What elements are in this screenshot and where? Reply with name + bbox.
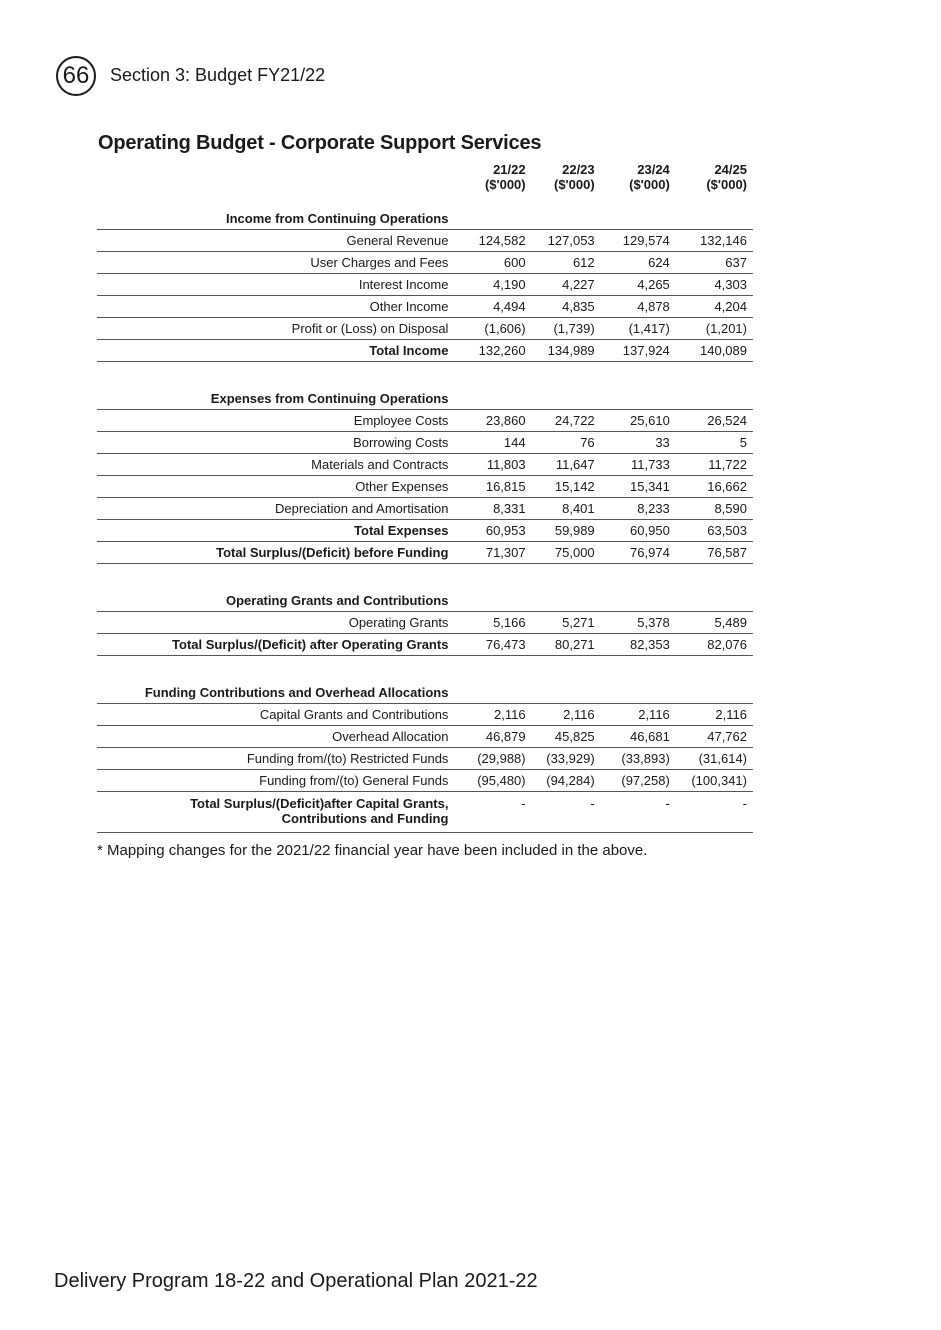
row-value <box>532 380 601 410</box>
row-value: 11,722 <box>676 454 753 476</box>
row-value: (1,606) <box>454 318 531 340</box>
row-value: 129,574 <box>601 230 676 252</box>
row-value <box>676 380 753 410</box>
table-row <box>97 274 753 296</box>
row-label: Materials and Contracts <box>97 454 454 476</box>
row-value: 5,489 <box>676 612 753 634</box>
page-title: Operating Budget - Corporate Support Services <box>98 132 542 154</box>
table-row <box>97 726 753 748</box>
row-value: 8,331 <box>454 498 531 520</box>
row-value: 47,762 <box>676 726 753 748</box>
row-label: Income from Continuing Operations <box>97 200 454 230</box>
column-header-2122: 21/22 ($'000) <box>484 162 526 192</box>
row-value: - <box>601 792 676 833</box>
row-value: 8,233 <box>601 498 676 520</box>
table-row <box>97 454 753 476</box>
row-value: 8,590 <box>676 498 753 520</box>
row-value: 4,204 <box>676 296 753 318</box>
row-label: Funding from/(to) General Funds <box>97 770 454 792</box>
row-label: Total Surplus/(Deficit) after Operating Grants <box>97 634 454 656</box>
row-label: Total Surplus/(Deficit) before Funding <box>97 542 454 564</box>
table-header-row <box>97 160 753 200</box>
spacer-row <box>97 656 753 675</box>
row-value: 15,142 <box>532 476 601 498</box>
row-value: 4,303 <box>676 274 753 296</box>
row-value <box>676 674 753 704</box>
row-value: 82,353 <box>601 634 676 656</box>
table-row <box>97 612 753 634</box>
spacer-row <box>97 564 753 583</box>
section-label: Section 3: Budget FY21/22 <box>110 65 326 85</box>
row-value: 71,307 <box>454 542 531 564</box>
row-label: Borrowing Costs <box>97 432 454 454</box>
row-value: 45,825 <box>532 726 601 748</box>
table-row <box>97 498 753 520</box>
footer-title: Delivery Program 18-22 and Operational Plan 2021-22 <box>54 1270 538 1292</box>
row-value: 2,116 <box>454 704 531 726</box>
row-value: 23,860 <box>454 410 531 432</box>
row-value: (97,258) <box>601 770 676 792</box>
row-value: 11,647 <box>532 454 601 476</box>
row-value: - <box>676 792 753 833</box>
row-label: Employee Costs <box>97 410 454 432</box>
row-value: (1,201) <box>676 318 753 340</box>
footnote: * Mapping changes for the 2021/22 financial year have been included in the above. <box>97 842 648 859</box>
row-label: Expenses from Continuing Operations <box>97 380 454 410</box>
row-value: 80,271 <box>532 634 601 656</box>
row-value: 2,116 <box>532 704 601 726</box>
section-heading-funding <box>97 674 753 704</box>
table-row <box>97 476 753 498</box>
section-heading-income <box>97 200 753 230</box>
row-label: User Charges and Fees <box>97 252 454 274</box>
row-value: (33,893) <box>601 748 676 770</box>
row-label: Funding from/(to) Restricted Funds <box>97 748 454 770</box>
spacer-row <box>97 362 753 381</box>
row-label: Operating Grants <box>97 612 454 634</box>
row-value <box>532 674 601 704</box>
row-value <box>601 582 676 612</box>
row-value: 5 <box>676 432 753 454</box>
row-value: 33 <box>601 432 676 454</box>
row-value: 132,260 <box>454 340 531 362</box>
table-row <box>97 318 753 340</box>
row-value: 60,950 <box>601 520 676 542</box>
surplus-after-grants-row <box>97 634 753 656</box>
row-value: 46,879 <box>454 726 531 748</box>
table-row <box>97 704 753 726</box>
row-value: (33,929) <box>532 748 601 770</box>
row-label: Total Income <box>97 340 454 362</box>
row-value <box>676 200 753 230</box>
row-value: 4,835 <box>532 296 601 318</box>
row-value: 11,733 <box>601 454 676 476</box>
page-number: 66 <box>56 56 96 96</box>
row-value <box>601 674 676 704</box>
row-value <box>601 200 676 230</box>
row-value: 76 <box>532 432 601 454</box>
row-label: Profit or (Loss) on Disposal <box>97 318 454 340</box>
row-value: 60,953 <box>454 520 531 542</box>
table-row <box>97 432 753 454</box>
row-value: 140,089 <box>676 340 753 362</box>
label-column-header <box>97 160 454 200</box>
row-label: Depreciation and Amortisation <box>97 498 454 520</box>
row-value: 11,803 <box>454 454 531 476</box>
row-value: (95,480) <box>454 770 531 792</box>
row-value: 76,974 <box>601 542 676 564</box>
column-header-2223: 22/23 ($'000) <box>553 162 595 192</box>
row-value: 8,401 <box>532 498 601 520</box>
row-value: 15,341 <box>601 476 676 498</box>
row-value: 600 <box>454 252 531 274</box>
table-row <box>97 410 753 432</box>
row-value: 82,076 <box>676 634 753 656</box>
row-value: 46,681 <box>601 726 676 748</box>
row-value <box>532 582 601 612</box>
row-value: (29,988) <box>454 748 531 770</box>
row-value: (31,614) <box>676 748 753 770</box>
row-value: 5,271 <box>532 612 601 634</box>
row-value: 2,116 <box>601 704 676 726</box>
row-value <box>454 380 531 410</box>
row-value: 25,610 <box>601 410 676 432</box>
row-value: 63,503 <box>676 520 753 542</box>
row-value: 637 <box>676 252 753 274</box>
row-value: 75,000 <box>532 542 601 564</box>
total-income-row <box>97 340 753 362</box>
table-row <box>97 296 753 318</box>
row-value: (1,739) <box>532 318 601 340</box>
row-value: 132,146 <box>676 230 753 252</box>
row-label: Other Income <box>97 296 454 318</box>
row-value <box>676 582 753 612</box>
row-value: 5,166 <box>454 612 531 634</box>
row-value <box>601 380 676 410</box>
row-value: 137,924 <box>601 340 676 362</box>
row-value: 16,662 <box>676 476 753 498</box>
budget-table-body <box>97 200 753 833</box>
row-value: 4,190 <box>454 274 531 296</box>
row-value: (1,417) <box>601 318 676 340</box>
row-value: 612 <box>532 252 601 274</box>
row-label: Total Expenses <box>97 520 454 542</box>
row-value: - <box>454 792 531 833</box>
row-value: 4,494 <box>454 296 531 318</box>
row-value: 76,587 <box>676 542 753 564</box>
budget-table <box>97 160 753 833</box>
row-value: 127,053 <box>532 230 601 252</box>
column-header-2425: 24/25 ($'000) <box>706 162 747 192</box>
section-heading-grants <box>97 582 753 612</box>
row-value <box>454 582 531 612</box>
row-value: 24,722 <box>532 410 601 432</box>
column-header-2324: 23/24 ($'000) <box>629 162 670 192</box>
row-label: Other Expenses <box>97 476 454 498</box>
row-label: General Revenue <box>97 230 454 252</box>
row-value: 16,815 <box>454 476 531 498</box>
row-value: 76,473 <box>454 634 531 656</box>
row-value: 2,116 <box>676 704 753 726</box>
total-expenses-row <box>97 520 753 542</box>
row-label: Overhead Allocation <box>97 726 454 748</box>
row-value: 134,989 <box>532 340 601 362</box>
row-value: 4,265 <box>601 274 676 296</box>
row-value: 4,227 <box>532 274 601 296</box>
table-row <box>97 230 753 252</box>
table-row <box>97 252 753 274</box>
row-value <box>454 674 531 704</box>
row-label: Capital Grants and Contributions <box>97 704 454 726</box>
row-label: Funding Contributions and Overhead Allocations <box>97 674 454 704</box>
surplus-after-funding-row <box>97 792 753 833</box>
row-value: 624 <box>601 252 676 274</box>
row-value: 5,378 <box>601 612 676 634</box>
row-value: 59,989 <box>532 520 601 542</box>
surplus-before-funding-row <box>97 542 753 564</box>
row-value: 124,582 <box>454 230 531 252</box>
row-value: (100,341) <box>676 770 753 792</box>
row-value: 26,524 <box>676 410 753 432</box>
row-label: Total Surplus/(Deficit)after Capital Grants, Contributions and Funding <box>97 792 454 833</box>
row-label: Operating Grants and Contributions <box>97 582 454 612</box>
row-label: Interest Income <box>97 274 454 296</box>
section-heading-expenses <box>97 380 753 410</box>
row-value <box>454 200 531 230</box>
row-value: - <box>532 792 601 833</box>
row-value: 4,878 <box>601 296 676 318</box>
row-value <box>532 200 601 230</box>
row-value: 144 <box>454 432 531 454</box>
table-row <box>97 748 753 770</box>
table-row <box>97 770 753 792</box>
row-value: (94,284) <box>532 770 601 792</box>
